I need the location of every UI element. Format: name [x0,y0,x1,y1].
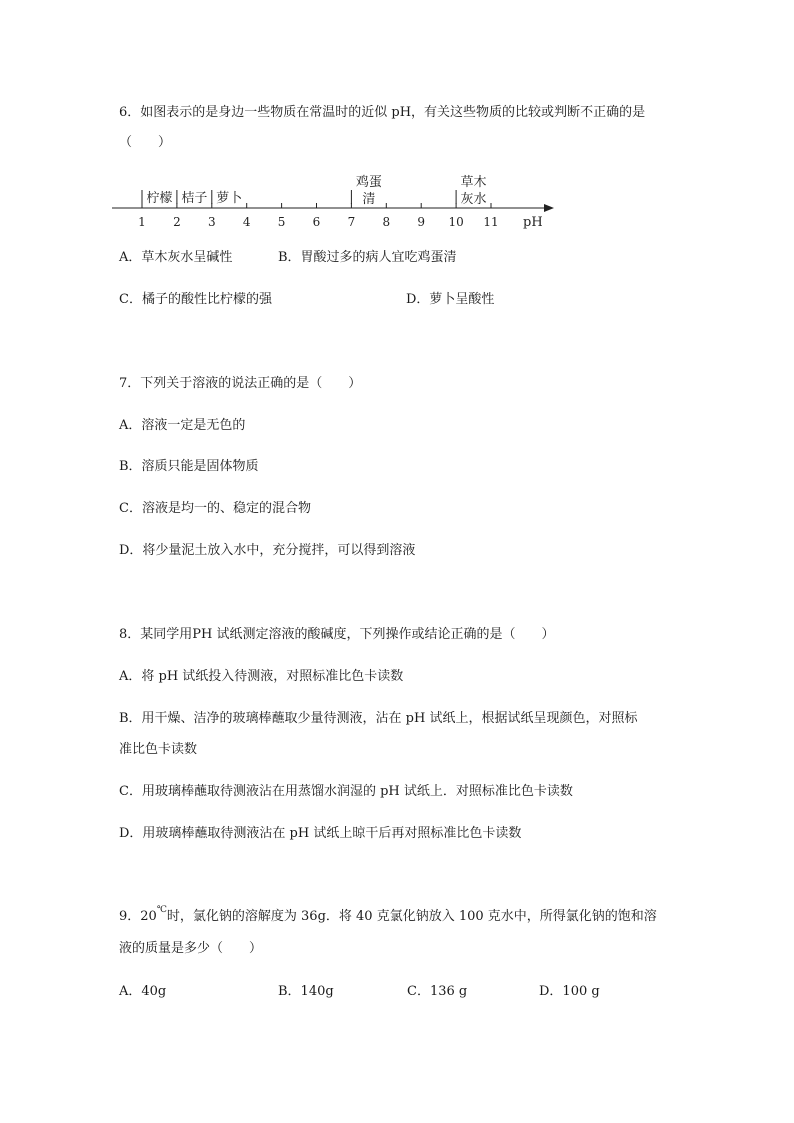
ph-substance-label: 草木 [460,175,487,190]
q6-option-c[interactable]: C．橘子的酸性比柠檬的强 [119,292,272,307]
q7-option-c[interactable]: C．溶液是均一的、稳定的混合物 [119,501,311,516]
q6-paren: （ ） [119,135,172,150]
degree-celsius-symbol: ℃ [156,905,167,915]
q9-option-d[interactable]: D．100 g [539,984,600,999]
q9-stem-line2: 液的质量是多少（ ） [119,941,263,956]
q8-option-d[interactable]: D．用玻璃棒蘸取待测液沾在 pH 试纸上晾干后再对照标准比色卡读数 [119,826,522,841]
q9-stem-rest: 时，氯化钠的溶解度为 36g．将 40 克氯化钠放入 100 克水中，所得氯化钠的饱和溶 [166,909,657,924]
ph-tick-label: 8 [382,215,391,229]
q8-option-b[interactable]: B．用干燥、洁净的玻璃棒蘸取少量待测液，沾在 pH 试纸上，根据试纸呈现颜色，对照标 [119,711,638,726]
ph-item-group [142,174,487,207]
ph-substance-label: 鸡蛋 [355,175,382,190]
ph-tick-label: 3 [207,215,216,229]
q7-option-a[interactable]: A．溶液一定是无色的 [119,418,246,433]
q8-option-a[interactable]: A．将 pH 试纸投入待测液，对照标准比色卡读数 [119,669,404,684]
ph-tick-label: 5 [277,215,286,229]
q9-option-b[interactable]: B．140g [278,984,334,999]
ph-substance-label: 灰水 [460,192,487,207]
q6-stem: 6．如图表示的是身边一些物质在常温时的近似 pH，有关这些物质的比较或判断不正确的是 [119,105,646,120]
q8-stem: 8．某同学用PH 试纸测定溶液的酸碱度，下列操作或结论正确的是（ ） [119,627,555,642]
ph-tick-group [138,203,498,229]
q9-stem-number: 9．20 [119,909,157,924]
ph-substance-label: 柠檬 [146,191,173,206]
ph-tick-label: 7 [347,215,356,229]
q8-option-c[interactable]: C．用玻璃棒蘸取待测液沾在用蒸馏水润湿的 pH 试纸上．对照标准比色卡读数 [119,784,573,799]
ph-substance-label: 桔子 [181,191,208,206]
ph-tick-label: 1 [138,215,146,229]
q6-option-d[interactable]: D．萝卜呈酸性 [406,292,495,307]
ph-tick-label: 4 [242,215,251,229]
q9-option-a[interactable]: A．40g [119,984,167,999]
ph-substance-label: 清 [362,192,376,207]
ph-axis-arrow-icon [544,204,554,212]
q7-stem: 7．下列关于溶液的说法正确的是（ ） [119,376,362,391]
q9-option-c[interactable]: C．136 g [407,984,468,999]
q7-option-d[interactable]: D．将少量泥土放入水中，充分搅拌，可以得到溶液 [119,543,416,558]
ph-tick-label: 6 [312,215,321,229]
q7-option-b[interactable]: B．溶质只能是固体物质 [119,459,259,474]
ph-tick-label: 10 [448,215,464,229]
q8-option-b-cont: 准比色卡读数 [119,742,198,757]
ph-tick-label: 2 [173,215,181,229]
ph-substance-label: 萝卜 [216,191,243,206]
q6-option-b[interactable]: B．胃酸过多的病人宜吃鸡蛋清 [278,250,457,265]
ph-axis-label: pH [523,215,543,230]
q6-option-a[interactable]: A．草木灰水呈碱性 [119,250,233,265]
ph-tick-label: 11 [483,215,499,229]
ph-scale-figure [112,168,562,232]
ph-tick-label: 9 [417,215,426,229]
q9-stem [119,905,657,927]
